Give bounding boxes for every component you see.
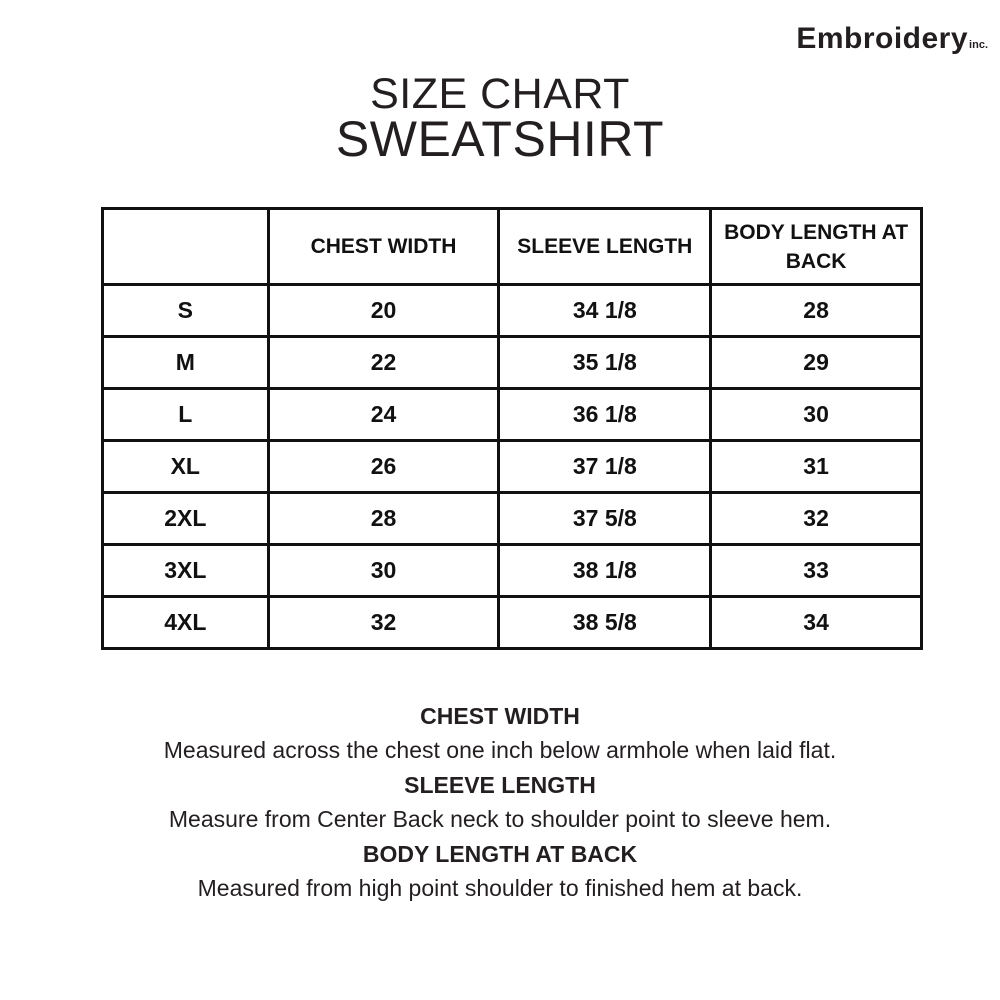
cell-size: 2XL: [103, 493, 269, 545]
cell-body-length: 33: [711, 545, 922, 597]
cell-sleeve-length: 34 1/8: [499, 285, 711, 337]
table-row: [103, 441, 922, 493]
page-subtitle: SWEATSHIRT: [335, 111, 665, 167]
cell-body-length: 28: [711, 285, 922, 337]
cell-size: S: [103, 285, 269, 337]
cell-body-length: 34: [711, 597, 922, 649]
header-sleeve-length: SLEEVE LENGTH: [499, 209, 711, 285]
brand-logo: [796, 22, 988, 56]
cell-chest-width: 30: [268, 545, 499, 597]
cell-chest-width: 22: [268, 337, 499, 389]
table-header-row: [103, 209, 922, 285]
cell-chest-width: 26: [268, 441, 499, 493]
cell-sleeve-length: 35 1/8: [499, 337, 711, 389]
definition-text-chest-width: Measured across the chest one inch below armhole when laid flat.: [163, 737, 837, 763]
cell-body-length: 32: [711, 493, 922, 545]
definition-text-sleeve-length: Measure from Center Back neck to shoulder point to sleeve hem.: [168, 806, 832, 832]
size-chart-table: [101, 207, 923, 650]
definition-term-body-length: BODY LENGTH AT BACK: [362, 841, 638, 867]
table-row: [103, 389, 922, 441]
header-body-length: BODY LENGTH AT BACK: [711, 209, 922, 285]
cell-chest-width: 28: [268, 493, 499, 545]
cell-size: 4XL: [103, 597, 269, 649]
page-title: SIZE CHART: [370, 70, 630, 118]
definition-term-sleeve-length: SLEEVE LENGTH: [404, 772, 596, 798]
cell-size: L: [103, 389, 269, 441]
measurement-definitions: [0, 700, 1000, 907]
cell-sleeve-length: 38 5/8: [499, 597, 711, 649]
cell-size: M: [103, 337, 269, 389]
table-row: [103, 337, 922, 389]
cell-chest-width: 32: [268, 597, 499, 649]
cell-sleeve-length: 37 1/8: [499, 441, 711, 493]
logo-wordmark: Embroidery: [796, 22, 969, 55]
header-size: [103, 209, 269, 285]
cell-body-length: 31: [711, 441, 922, 493]
cell-chest-width: 20: [268, 285, 499, 337]
table-row: [103, 597, 922, 649]
definition-text-body-length: Measured from high point shoulder to finished hem at back.: [197, 875, 803, 901]
logo-suffix: inc.: [969, 39, 988, 51]
cell-sleeve-length: 37 5/8: [499, 493, 711, 545]
table-row: [103, 493, 922, 545]
cell-body-length: 29: [711, 337, 922, 389]
header-chest-width: CHEST WIDTH: [268, 209, 499, 285]
cell-chest-width: 24: [268, 389, 499, 441]
cell-body-length: 30: [711, 389, 922, 441]
cell-sleeve-length: 36 1/8: [499, 389, 711, 441]
table-row: [103, 285, 922, 337]
definition-term-chest-width: CHEST WIDTH: [420, 703, 580, 729]
cell-size: XL: [103, 441, 269, 493]
cell-size: 3XL: [103, 545, 269, 597]
table-row: [103, 545, 922, 597]
cell-sleeve-length: 38 1/8: [499, 545, 711, 597]
